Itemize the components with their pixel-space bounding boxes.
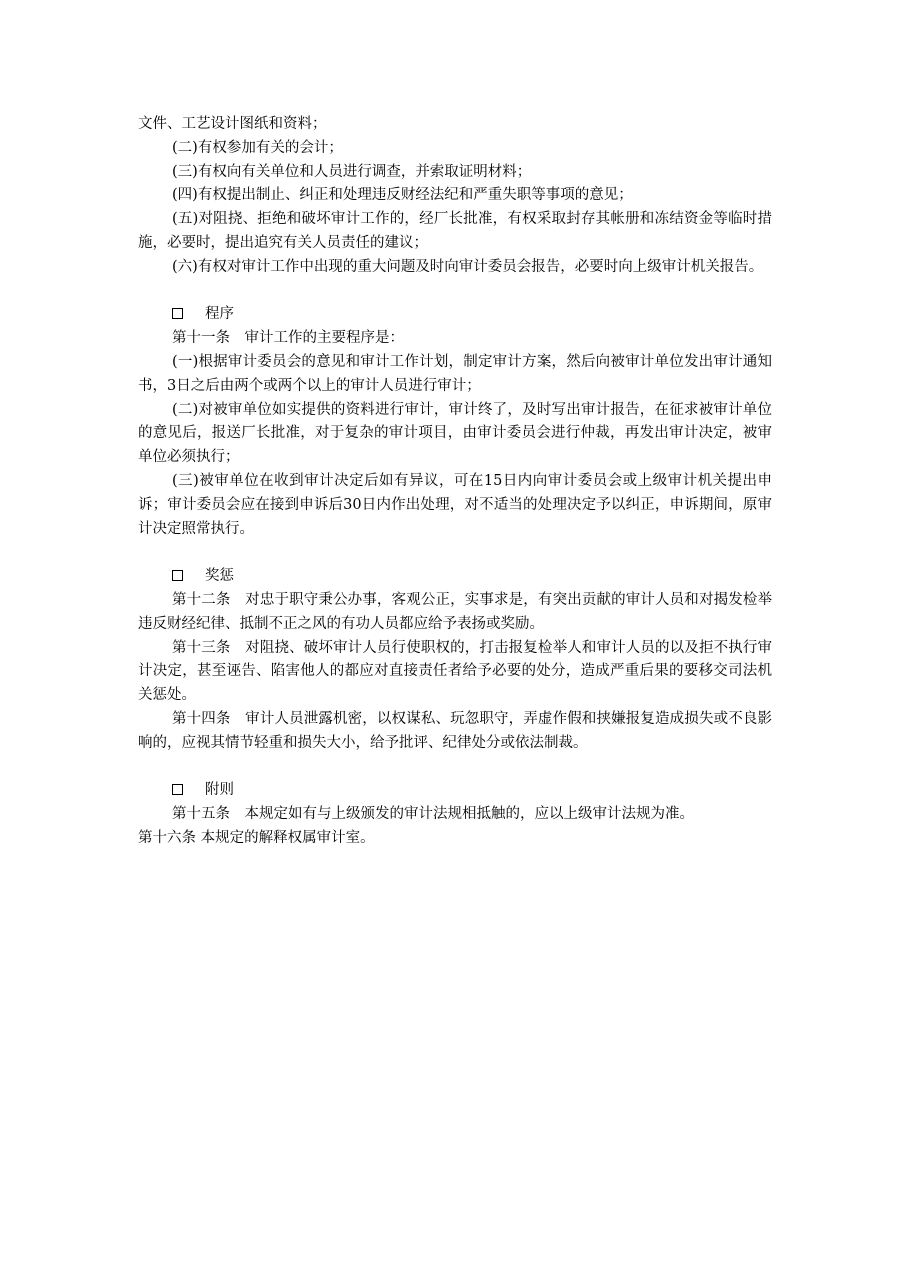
spacer [138,756,772,780]
checkbox-square-icon [172,784,183,795]
article-paragraph: 第十四条 审计人员泄露机密，以权谋私、玩忽职守，弄虚作假和挟嫌报复造成损失或不良影响的，应视其情节轻重和损失大小，给予批评、纪律处分或依法制裁。 [138,710,772,751]
section-heading-label: 附则 [205,782,234,799]
section-heading-label: 奖惩 [205,568,234,585]
article-paragraph: 第十三条 对阻挠、破坏审计人员行使职权的，打击报复检举人和审计人员的以及拒不执行审计决定，甚至诬告、陷害他人的都应对直接责任者给予必要的处分，造成严重后果的要移交司法机关惩处。 [138,639,772,704]
section-heading [138,303,772,327]
spacer [138,280,772,304]
article-paragraph: (三)被审单位在收到审计决定后如有异议，可在15日内向审计委员会或上级审计机关提出申诉；审计委员会应在接到申诉后30日内作出处理，对不适当的处理决定予以纠正，申诉期间，原审计决定照常执行。 [138,472,772,537]
section-heading [138,565,772,589]
section-heading-label: 程序 [205,306,234,323]
spacer [138,541,772,565]
document-page [138,113,772,851]
paragraph: (五)对阻挠、拒绝和破坏审计工作的，经厂长批准，有权采取封存其帐册和冻结资金等临时措施，必要时，提出追究有关人员责任的建议； [138,211,772,251]
article-paragraph: 第十二条 对忠于职守秉公办事，客观公正，实事求是，有突出贡献的审计人员和对揭发检举违反财经纪律、抵制不正之风的有功人员都应给予表扬或奖励。 [138,591,772,632]
paragraph: (三)有权向有关单位和人员进行调查，并索取证明材料； [172,163,532,180]
checkbox-square-icon [172,570,183,581]
paragraph: (二)有权参加有关的会计； [172,139,343,156]
article-paragraph: 第十五条 本规定如有与上级颁发的审计法规相抵触的，应以上级审计法规为准。 [172,806,694,823]
paragraph: (四)有权提出制止、纠正和处理违反财经法纪和严重失职等事项的意见； [172,187,633,204]
section-heading [138,779,772,803]
article-paragraph: 第十六条 本规定的解释权属审计室。 [138,829,375,846]
article-paragraph: 第十一条 审计工作的主要程序是： [172,330,404,347]
paragraph: (六)有权对审计工作中出现的重大问题及时向审计委员会报告，必要时向上级审计机关报告。 [172,258,764,275]
article-paragraph: (一)根据审计委员会的意见和审计工作计划，制定审计方案，然后向被审计单位发出审计通知书，3日之后由两个或两个以上的审计人员进行审计； [138,353,772,394]
checkbox-square-icon [172,308,183,319]
paragraph: 文件、工艺设计图纸和资料； [138,116,327,132]
article-paragraph: (二)对被审单位如实提供的资料进行审计，审计终了，及时写出审计报告，在征求被审计单位的意见后，报送厂长批准，对于复杂的审计项目，由审计委员会进行仲裁，再发出审计决定，被审单位必须执行； [138,401,772,466]
